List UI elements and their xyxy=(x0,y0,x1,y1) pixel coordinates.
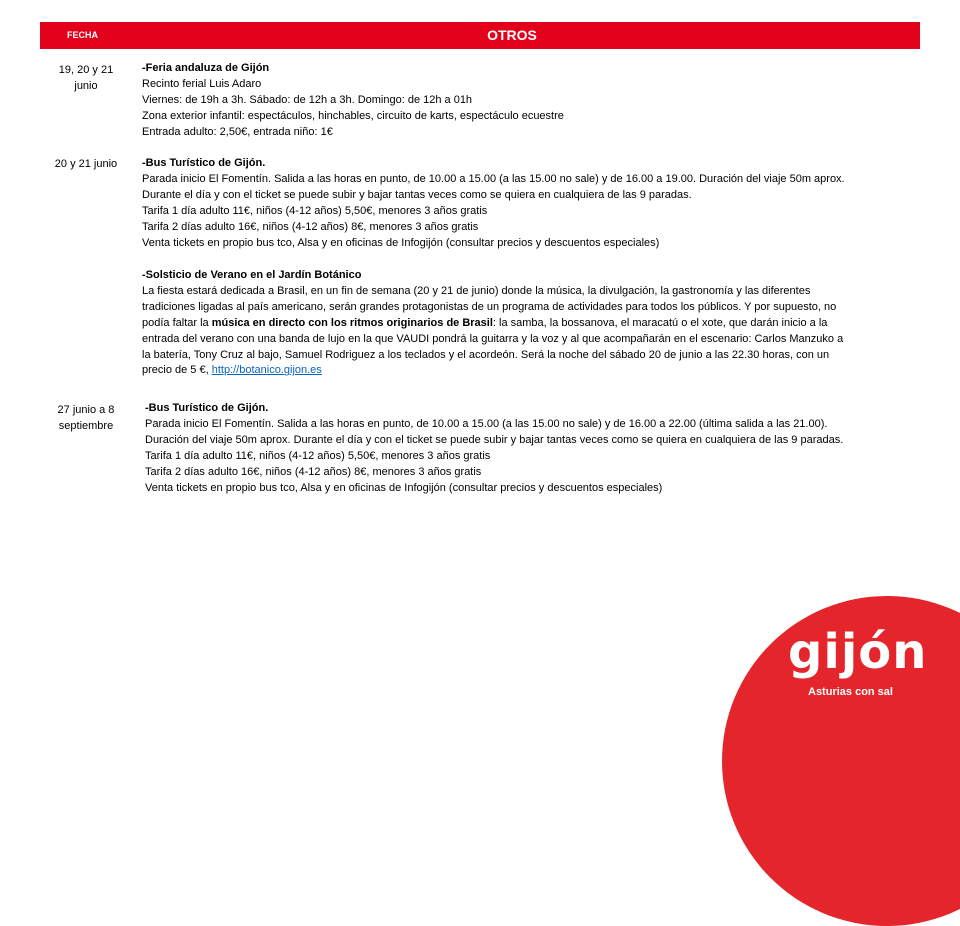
table-header xyxy=(40,22,920,49)
event-line: Venta tickets en propio bus tco, Alsa y en oficinas de Infogijón (consultar precios y descuentos especiales) xyxy=(145,481,663,494)
event-solsticio-verano xyxy=(142,268,922,379)
event-title: -Bus Turístico de Gijón. xyxy=(145,402,269,414)
column-header-fecha: FECHA xyxy=(67,30,98,40)
highlight-text: música en directo con los ritmos originarios de Brasil xyxy=(211,316,493,329)
column-header-otros: OTROS xyxy=(487,27,537,43)
event-title: -Solsticio de Verano en el Jardín Botánico xyxy=(142,269,362,281)
event-line: Entrada adulto: 2,50€, entrada niño: 1€ xyxy=(142,125,333,138)
date-cell: 19, 20 y 21 junio xyxy=(58,64,114,92)
event-line: la batería, Tony Cruz al bajo, Samuel Rodriguez a los teclados y el acordeón. Será la noche del sábado 20 de junio a las 22.30 horas, con un xyxy=(142,348,830,361)
event-bus-turistico-verano xyxy=(145,401,925,496)
event-line: Zona exterior infantil: espectáculos, hinchables, circuito de karts, espectáculo ecuestre xyxy=(142,109,564,122)
event-line: Tarifa 2 días adulto 16€, niños (4-12 años) 8€, menores 3 años gratis xyxy=(142,220,479,233)
event-feria-andaluza xyxy=(142,61,922,141)
event-line: tradiciones ligadas al país americano, serán grandes protagonistas de un programa de actividades para todos los públicos. Y por supuesto, no xyxy=(142,300,837,313)
gijon-logo: gijón xyxy=(788,624,928,680)
event-line: Duración del viaje 50m aprox. Durante el día y con el ticket se puede subir y bajar tantas veces como se quiera en cualquiera de las 9 paradas. xyxy=(145,433,844,446)
event-line: Viernes: de 19h a 3h. Sábado: de 12h a 3h. Domingo: de 12h a 01h xyxy=(142,93,473,106)
event-line: precio de 5 €, http://botanico.gijon.es xyxy=(142,364,322,377)
event-line: Tarifa 2 días adulto 16€, niños (4-12 años) 8€, menores 3 años gratis xyxy=(145,465,482,478)
event-line: Parada inicio El Fomentín. Salida a las horas en punto, de 10.00 a 15.00 (a las 15.00 no sale) y de 16.00 a 19.00. Duración del viaje 50m aprox. xyxy=(142,172,845,185)
event-line: entrada del verano con una banda de lujo en la que VAUDI pondrá la guitarra y la voz y al que acompañarán en el escenario: Carlos Manzuko a xyxy=(142,332,844,345)
event-bus-turistico xyxy=(142,156,922,251)
event-line: podía faltar la música en directo con los ritmos originarios de Brasil: la samba, la bossanova, el maracatú o el xote, que darán inicio a la xyxy=(142,316,828,329)
date-cell: 20 y 21 junio xyxy=(54,158,118,170)
date-cell: 27 junio a 8 septiembre xyxy=(57,404,115,432)
event-line: La fiesta estará dedicada a Brasil, en un fin de semana (20 y 21 de junio) donde la música, la divulgación, la gastronomía y las diferentes xyxy=(142,284,811,297)
event-title: -Bus Turístico de Gijón. xyxy=(142,157,266,169)
event-line: Tarifa 1 día adulto 11€, niños (4-12 años) 5,50€, menores 3 años gratis xyxy=(142,204,488,217)
event-line: Recinto ferial Luis Adaro xyxy=(142,77,262,90)
event-line: Durante el día y con el ticket se puede subir y bajar tantas veces como se quiera en cualquiera de las 9 paradas. xyxy=(142,188,692,201)
event-title: -Feria andaluza de Gijón xyxy=(142,62,270,74)
event-line: Parada inicio El Fomentín. Salida a las horas en punto, de 10.00 a 15.00 (a las 15.00 no sale) y de 16.00 a 22.00 (última salida a las 21.00). xyxy=(145,417,828,430)
botanico-link[interactable]: http://botanico.gijon.es xyxy=(211,364,322,377)
event-line: Venta tickets en propio bus tco, Alsa y en oficinas de Infogijón (consultar precios y descuentos especiales) xyxy=(142,236,660,249)
logo-slogan: Asturias con sal xyxy=(808,686,893,698)
event-line: Tarifa 1 día adulto 11€, niños (4-12 años) 5,50€, menores 3 años gratis xyxy=(145,449,491,462)
